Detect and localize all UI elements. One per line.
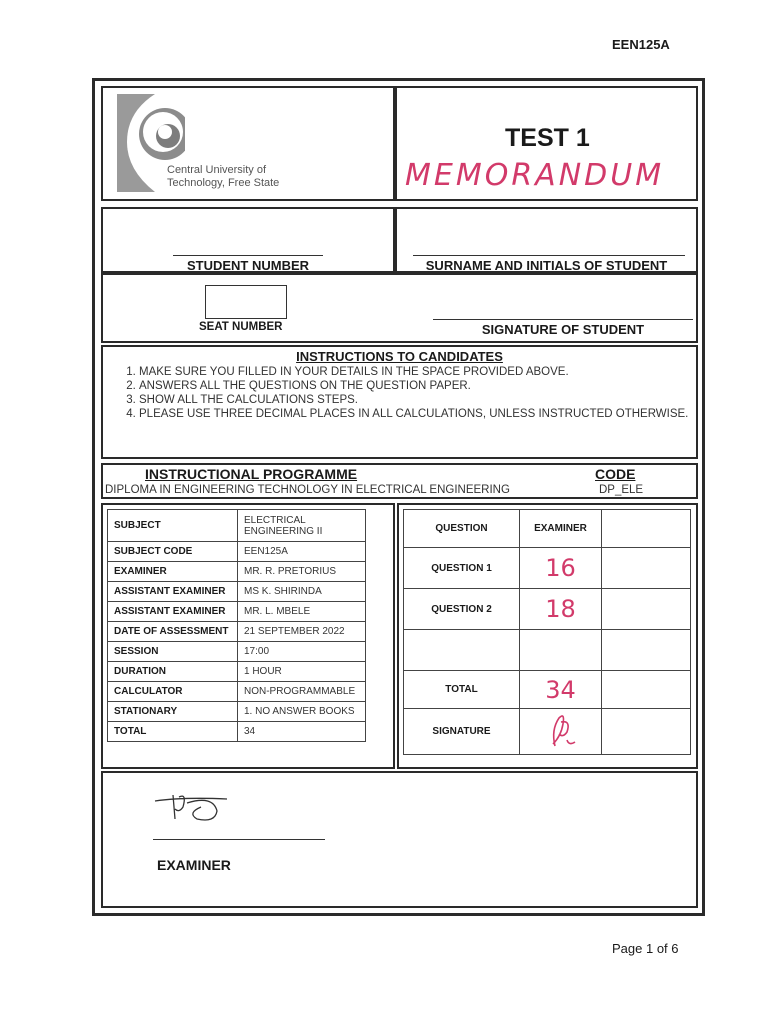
table-row: SESSION 17:00 bbox=[108, 642, 366, 662]
examiner-label: EXAMINER bbox=[157, 857, 231, 873]
table-row: STATIONARY 1. NO ANSWER BOOKS bbox=[108, 702, 366, 722]
instruction-item: 4. PLEASE USE THREE DECIMAL PLACES IN ALL CALCULATIONS, UNLESS INSTRUCTED OTHERWISE. bbox=[139, 407, 709, 421]
surname-cell bbox=[395, 207, 698, 273]
table-row: QUESTION EXAMINER bbox=[404, 510, 691, 548]
examiner-box bbox=[101, 771, 698, 908]
title-cell bbox=[395, 86, 698, 201]
signature-of-student-label: SIGNATURE OF STUDENT bbox=[481, 322, 645, 337]
programme-code: DP_ELE bbox=[599, 484, 644, 496]
examiner-signature-icon bbox=[153, 789, 233, 829]
instructions-box bbox=[101, 345, 698, 459]
table-row: ASSISTANT EXAMINER MS K. SHIRINDA bbox=[108, 582, 366, 602]
details-table bbox=[107, 509, 366, 742]
table-row: DATE OF ASSESSMENT 21 SEPTEMBER 2022 bbox=[108, 622, 366, 642]
logo-cell bbox=[101, 86, 395, 201]
programme-box bbox=[101, 463, 698, 499]
instruction-item: 2. ANSWERS ALL THE QUESTIONS ON THE QUESTION PAPER. bbox=[139, 379, 709, 393]
table-row: TOTAL 34 bbox=[404, 671, 691, 709]
q1-mark-handwriting: 16 bbox=[520, 548, 602, 589]
programme-name: DIPLOMA IN ENGINEERING TECHNOLOGY IN ELECTRICAL ENGINEERING bbox=[105, 484, 510, 496]
seat-number-label: SEAT NUMBER bbox=[199, 321, 283, 333]
total-mark-handwriting: 34 bbox=[520, 671, 602, 709]
student-number-label: STUDENT NUMBER bbox=[186, 258, 310, 273]
examiner-signature-cell bbox=[520, 709, 602, 755]
student-number-cell bbox=[101, 207, 395, 273]
table-row bbox=[404, 630, 691, 671]
table-row: QUESTION 1 16 bbox=[404, 548, 691, 589]
instructions-title: INSTRUCTIONS TO CANDIDATES bbox=[296, 349, 503, 364]
university-name-line-2: Technology, Free State bbox=[167, 177, 280, 189]
table-row: DURATION 1 HOUR bbox=[108, 662, 366, 682]
code-label: CODE bbox=[595, 466, 636, 482]
table-row: QUESTION 2 18 bbox=[404, 589, 691, 630]
table-row: SIGNATURE bbox=[404, 709, 691, 755]
course-code: EEN125A bbox=[612, 37, 670, 52]
marks-cell bbox=[397, 503, 698, 769]
initials-signature-icon bbox=[541, 710, 581, 750]
marks-table bbox=[403, 509, 691, 755]
instruction-item: 1. MAKE SURE YOU FILLED IN YOUR DETAILS IN THE SPACE PROVIDED ABOVE. bbox=[139, 365, 709, 379]
table-row: CALCULATOR NON-PROGRAMMABLE bbox=[108, 682, 366, 702]
table-row: ASSISTANT EXAMINER MR. L. MBELE bbox=[108, 602, 366, 622]
page-number: Page 1 of 6 bbox=[612, 941, 679, 956]
university-name-line-1: Central University of bbox=[167, 164, 267, 176]
instruction-item: 3. SHOW ALL THE CALCULATIONS STEPS. bbox=[139, 393, 709, 407]
memorandum-handwriting: MEMORANDUM bbox=[405, 158, 665, 193]
table-row: SUBJECT ELECTRICAL ENGINEERING II bbox=[108, 510, 366, 542]
instructions-list bbox=[115, 365, 709, 421]
seat-signature-row bbox=[101, 273, 698, 343]
table-row: TOTAL 34 bbox=[108, 722, 366, 742]
seat-number-box[interactable] bbox=[205, 285, 287, 319]
test-title: TEST 1 bbox=[505, 124, 590, 152]
table-row: SUBJECT CODE EEN125A bbox=[108, 542, 366, 562]
programme-label: INSTRUCTIONAL PROGRAMME bbox=[145, 466, 358, 482]
details-cell bbox=[101, 503, 395, 769]
surname-label: SURNAME AND INITIALS OF STUDENT bbox=[425, 258, 668, 273]
table-row: EXAMINER MR. R. PRETORIUS bbox=[108, 562, 366, 582]
q2-mark-handwriting: 18 bbox=[520, 589, 602, 630]
university-name bbox=[167, 164, 279, 190]
